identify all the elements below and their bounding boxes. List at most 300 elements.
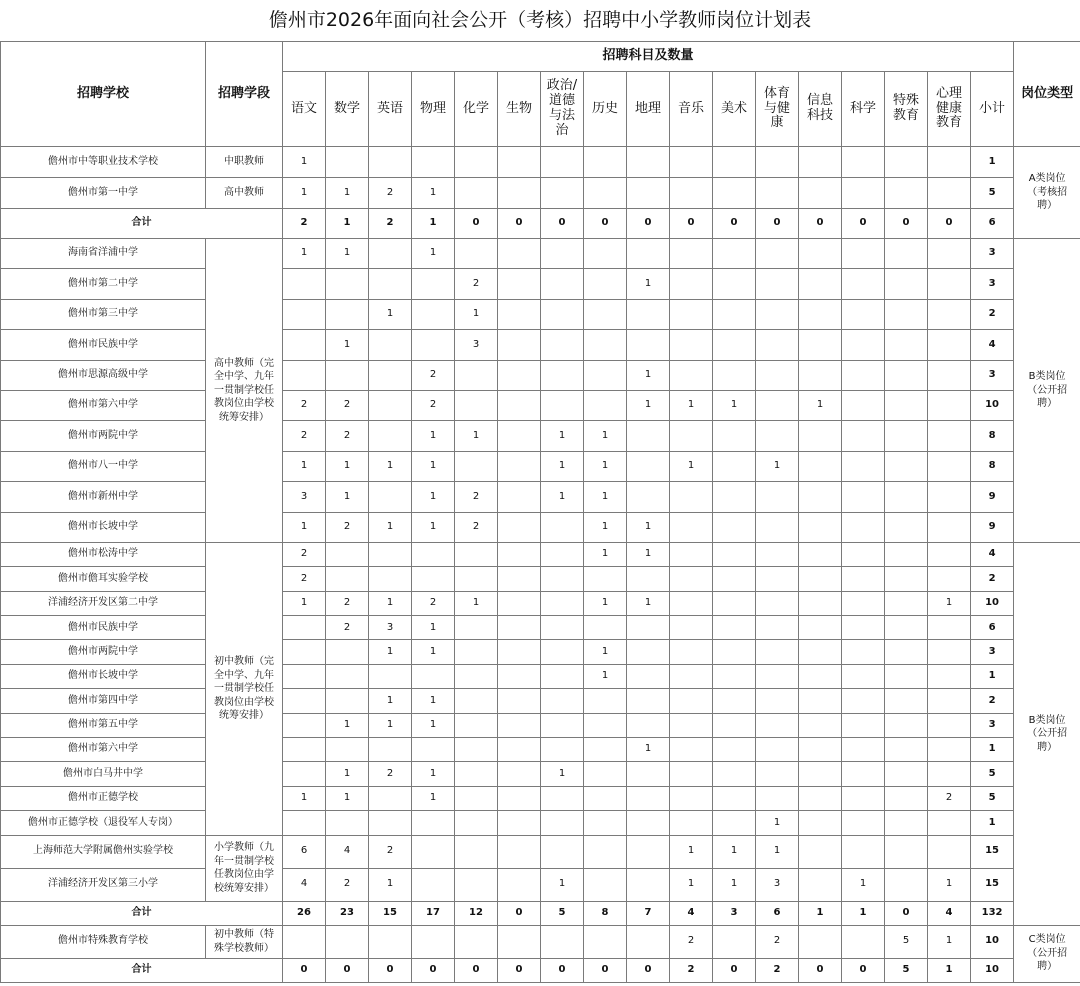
value-cell bbox=[369, 421, 412, 451]
value-cell bbox=[326, 738, 369, 762]
value-cell: 1 bbox=[799, 390, 842, 420]
value-cell: 1 bbox=[369, 299, 412, 329]
value-cell bbox=[283, 360, 326, 390]
value-cell bbox=[584, 689, 627, 713]
value-cell bbox=[756, 482, 799, 512]
value-cell: 0 bbox=[584, 958, 627, 982]
value-cell: 0 bbox=[498, 958, 541, 982]
value-cell: 1 bbox=[670, 835, 713, 868]
value-cell: 1 bbox=[541, 451, 584, 481]
value-cell bbox=[756, 178, 799, 209]
stage-label: 初中教师（完 全中学、九年 一贯制学校任 教岗位由学校 统筹安排） bbox=[206, 542, 283, 835]
value-cell bbox=[842, 835, 885, 868]
value-cell bbox=[627, 239, 670, 269]
school-name: 儋州市第二中学 bbox=[1, 269, 206, 299]
value-cell bbox=[842, 147, 885, 178]
value-cell: 0 bbox=[541, 958, 584, 982]
value-cell: 1 bbox=[412, 616, 455, 640]
value-cell: 1 bbox=[670, 868, 713, 901]
value-cell: 2 bbox=[326, 616, 369, 640]
value-cell: 2 bbox=[283, 542, 326, 566]
subtotal-cell: 3 bbox=[971, 239, 1014, 269]
value-cell: 1 bbox=[584, 640, 627, 664]
value-cell: 1 bbox=[412, 786, 455, 810]
value-cell: 1 bbox=[412, 713, 455, 737]
value-cell bbox=[584, 178, 627, 209]
value-cell bbox=[928, 713, 971, 737]
value-cell bbox=[627, 299, 670, 329]
value-cell: 2 bbox=[283, 209, 326, 239]
table-row bbox=[1, 811, 1080, 835]
value-cell: 2 bbox=[670, 958, 713, 982]
value-cell bbox=[455, 664, 498, 688]
value-cell: 26 bbox=[283, 901, 326, 925]
value-cell bbox=[928, 738, 971, 762]
subtotal-cell: 15 bbox=[971, 868, 1014, 901]
value-cell bbox=[498, 925, 541, 958]
table-row bbox=[1, 616, 1080, 640]
value-cell: 6 bbox=[756, 901, 799, 925]
school-name: 儋州市正德学校 bbox=[1, 786, 206, 810]
value-cell bbox=[541, 299, 584, 329]
value-cell: 1 bbox=[412, 178, 455, 209]
value-cell: 1 bbox=[455, 299, 498, 329]
value-cell: 1 bbox=[670, 390, 713, 420]
value-cell bbox=[799, 868, 842, 901]
position-type-b-high: B类岗位 （公开招 聘） bbox=[1014, 239, 1080, 543]
value-cell: 1 bbox=[627, 542, 670, 566]
value-cell bbox=[713, 689, 756, 713]
subject-header-science: 科学 bbox=[842, 72, 885, 147]
school-name: 儋州市儋耳实验学校 bbox=[1, 567, 206, 591]
value-cell: 1 bbox=[455, 421, 498, 451]
value-cell bbox=[928, 762, 971, 786]
value-cell bbox=[670, 299, 713, 329]
school-name: 儋州市长坡中学 bbox=[1, 664, 206, 688]
subject-header-english: 英语 bbox=[369, 72, 412, 147]
subtotal-cell: 4 bbox=[971, 542, 1014, 566]
value-cell bbox=[627, 616, 670, 640]
value-cell bbox=[885, 451, 928, 481]
value-cell: 1 bbox=[584, 512, 627, 542]
subtotal-cell: 8 bbox=[971, 451, 1014, 481]
value-cell bbox=[928, 689, 971, 713]
value-cell: 1 bbox=[369, 451, 412, 481]
value-cell bbox=[756, 664, 799, 688]
value-cell: 2 bbox=[283, 421, 326, 451]
value-cell bbox=[283, 713, 326, 737]
value-cell bbox=[584, 567, 627, 591]
value-cell: 1 bbox=[627, 269, 670, 299]
value-cell: 4 bbox=[928, 901, 971, 925]
table-row bbox=[1, 591, 1080, 615]
value-cell bbox=[799, 664, 842, 688]
value-cell bbox=[756, 390, 799, 420]
value-cell bbox=[842, 482, 885, 512]
value-cell bbox=[326, 542, 369, 566]
value-cell bbox=[498, 868, 541, 901]
value-cell bbox=[584, 299, 627, 329]
value-cell: 2 bbox=[455, 269, 498, 299]
value-cell bbox=[928, 421, 971, 451]
school-name: 儋州市第六中学 bbox=[1, 390, 206, 420]
stage-label: 中职教师 bbox=[206, 147, 283, 178]
value-cell bbox=[498, 542, 541, 566]
table-row bbox=[1, 689, 1080, 713]
value-cell bbox=[455, 738, 498, 762]
value-cell: 1 bbox=[326, 178, 369, 209]
value-cell bbox=[928, 835, 971, 868]
stage-label: 初中教师（特 殊学校教师） bbox=[206, 925, 283, 958]
value-cell bbox=[541, 390, 584, 420]
value-cell bbox=[799, 786, 842, 810]
value-cell bbox=[842, 299, 885, 329]
value-cell bbox=[713, 738, 756, 762]
value-cell: 0 bbox=[713, 209, 756, 239]
value-cell: 5 bbox=[885, 925, 928, 958]
value-cell bbox=[498, 762, 541, 786]
subtotal-cell: 10 bbox=[971, 390, 1014, 420]
value-cell bbox=[283, 299, 326, 329]
value-cell bbox=[541, 239, 584, 269]
value-cell bbox=[584, 868, 627, 901]
value-cell bbox=[283, 738, 326, 762]
value-cell bbox=[627, 868, 670, 901]
value-cell bbox=[369, 147, 412, 178]
value-cell bbox=[498, 269, 541, 299]
value-cell bbox=[627, 640, 670, 664]
value-cell: 2 bbox=[756, 925, 799, 958]
value-cell bbox=[455, 835, 498, 868]
value-cell: 1 bbox=[584, 542, 627, 566]
value-cell: 1 bbox=[455, 591, 498, 615]
value-cell bbox=[670, 421, 713, 451]
value-cell bbox=[326, 811, 369, 835]
subtotal-cell: 1 bbox=[971, 147, 1014, 178]
value-cell bbox=[928, 360, 971, 390]
value-cell bbox=[842, 421, 885, 451]
value-cell bbox=[412, 542, 455, 566]
value-cell: 2 bbox=[283, 390, 326, 420]
stage-label: 小学教师（九 年一贯制学校 任教岗位由学 校统筹安排） bbox=[206, 835, 283, 901]
value-cell bbox=[584, 925, 627, 958]
value-cell bbox=[541, 360, 584, 390]
page-title: 儋州市2026年面向社会公开（考核）招聘中小学教师岗位计划表 bbox=[268, 9, 812, 31]
value-cell: 1 bbox=[283, 239, 326, 269]
value-cell: 0 bbox=[756, 209, 799, 239]
value-cell bbox=[799, 811, 842, 835]
value-cell bbox=[885, 762, 928, 786]
value-cell bbox=[885, 835, 928, 868]
value-cell: 3 bbox=[713, 901, 756, 925]
value-cell bbox=[627, 567, 670, 591]
value-cell bbox=[756, 567, 799, 591]
table-row bbox=[1, 835, 1080, 868]
value-cell bbox=[283, 664, 326, 688]
value-cell bbox=[799, 925, 842, 958]
value-cell: 1 bbox=[756, 451, 799, 481]
value-cell bbox=[627, 689, 670, 713]
value-cell bbox=[928, 512, 971, 542]
table-row bbox=[1, 542, 1080, 566]
value-cell: 1 bbox=[928, 958, 971, 982]
value-cell: 2 bbox=[928, 786, 971, 810]
value-cell bbox=[885, 811, 928, 835]
value-cell bbox=[584, 738, 627, 762]
value-cell: 1 bbox=[369, 512, 412, 542]
value-cell bbox=[885, 738, 928, 762]
value-cell bbox=[799, 640, 842, 664]
value-cell: 1 bbox=[283, 512, 326, 542]
value-cell bbox=[627, 482, 670, 512]
value-cell: 1 bbox=[842, 868, 885, 901]
value-cell bbox=[713, 811, 756, 835]
school-name: 儋州市松涛中学 bbox=[1, 542, 206, 566]
value-cell bbox=[627, 835, 670, 868]
value-cell bbox=[670, 591, 713, 615]
value-cell bbox=[498, 689, 541, 713]
subtotal-cell: 10 bbox=[971, 591, 1014, 615]
value-cell bbox=[842, 616, 885, 640]
value-cell bbox=[541, 269, 584, 299]
subtotal-cell: 10 bbox=[971, 925, 1014, 958]
value-cell: 1 bbox=[412, 640, 455, 664]
table-row bbox=[1, 925, 1080, 958]
subtotal-cell: 6 bbox=[971, 616, 1014, 640]
value-cell: 1 bbox=[326, 713, 369, 737]
value-cell bbox=[627, 178, 670, 209]
value-cell bbox=[799, 835, 842, 868]
value-cell: 1 bbox=[283, 786, 326, 810]
value-cell bbox=[584, 616, 627, 640]
value-cell bbox=[756, 689, 799, 713]
table-row bbox=[1, 330, 1080, 360]
value-cell bbox=[326, 299, 369, 329]
value-cell bbox=[369, 390, 412, 420]
table-row bbox=[1, 567, 1080, 591]
subject-header-art: 美术 bbox=[713, 72, 756, 147]
value-cell: 1 bbox=[627, 390, 670, 420]
value-cell: 0 bbox=[326, 958, 369, 982]
value-cell bbox=[627, 762, 670, 786]
table-row bbox=[1, 390, 1080, 420]
stage-label: 高中教师（完 全中学、九年 一贯制学校任 教岗位由学校 统筹安排） bbox=[206, 239, 283, 543]
table-row bbox=[1, 421, 1080, 451]
value-cell bbox=[799, 147, 842, 178]
value-cell bbox=[541, 811, 584, 835]
value-cell bbox=[842, 390, 885, 420]
value-cell: 0 bbox=[584, 209, 627, 239]
value-cell bbox=[498, 299, 541, 329]
value-cell bbox=[842, 591, 885, 615]
value-cell bbox=[670, 269, 713, 299]
value-cell bbox=[455, 567, 498, 591]
subjects-group-header: 招聘科目及数量 bbox=[283, 42, 1014, 72]
value-cell bbox=[283, 616, 326, 640]
value-cell: 0 bbox=[842, 209, 885, 239]
value-cell bbox=[885, 567, 928, 591]
value-cell: 1 bbox=[713, 390, 756, 420]
value-cell bbox=[713, 640, 756, 664]
value-cell: 7 bbox=[627, 901, 670, 925]
value-cell bbox=[756, 786, 799, 810]
value-cell bbox=[283, 269, 326, 299]
value-cell bbox=[928, 330, 971, 360]
value-cell: 2 bbox=[369, 762, 412, 786]
value-cell: 1 bbox=[799, 901, 842, 925]
value-cell: 1 bbox=[541, 421, 584, 451]
value-cell bbox=[670, 178, 713, 209]
value-cell: 2 bbox=[369, 178, 412, 209]
value-cell bbox=[928, 178, 971, 209]
value-cell: 0 bbox=[928, 209, 971, 239]
value-cell bbox=[799, 178, 842, 209]
value-cell bbox=[627, 786, 670, 810]
value-cell bbox=[584, 360, 627, 390]
value-cell bbox=[584, 811, 627, 835]
subtotal-cell: 2 bbox=[971, 567, 1014, 591]
value-cell: 4 bbox=[670, 901, 713, 925]
value-cell bbox=[713, 591, 756, 615]
school-name: 儋州市两院中学 bbox=[1, 640, 206, 664]
school-name: 海南省洋浦中学 bbox=[1, 239, 206, 269]
value-cell bbox=[498, 421, 541, 451]
school-name: 儋州市正德学校（退役军人专岗） bbox=[1, 811, 206, 835]
value-cell bbox=[498, 482, 541, 512]
value-cell bbox=[541, 835, 584, 868]
value-cell bbox=[412, 925, 455, 958]
school-name: 儋州市特殊教育学校 bbox=[1, 925, 206, 958]
value-cell bbox=[412, 330, 455, 360]
value-cell bbox=[498, 567, 541, 591]
subtotal-cell: 2 bbox=[971, 689, 1014, 713]
value-cell bbox=[326, 925, 369, 958]
value-cell: 1 bbox=[584, 664, 627, 688]
value-cell bbox=[842, 713, 885, 737]
value-cell bbox=[584, 390, 627, 420]
subject-header-chinese: 语文 bbox=[283, 72, 326, 147]
value-cell bbox=[627, 664, 670, 688]
value-cell bbox=[799, 713, 842, 737]
value-cell bbox=[455, 762, 498, 786]
value-cell bbox=[928, 482, 971, 512]
value-cell bbox=[842, 239, 885, 269]
school-name: 儋州市中等职业技术学校 bbox=[1, 147, 206, 178]
value-cell bbox=[326, 269, 369, 299]
value-cell: 2 bbox=[412, 360, 455, 390]
value-cell: 23 bbox=[326, 901, 369, 925]
value-cell bbox=[799, 421, 842, 451]
value-cell: 0 bbox=[842, 958, 885, 982]
value-cell bbox=[842, 512, 885, 542]
subtotal-cell: 9 bbox=[971, 512, 1014, 542]
value-cell bbox=[326, 567, 369, 591]
value-cell: 2 bbox=[369, 835, 412, 868]
value-cell bbox=[928, 640, 971, 664]
value-cell bbox=[627, 811, 670, 835]
value-cell: 3 bbox=[283, 482, 326, 512]
value-cell bbox=[455, 868, 498, 901]
value-cell bbox=[713, 269, 756, 299]
value-cell: 1 bbox=[541, 762, 584, 786]
school-header: 招聘学校 bbox=[1, 42, 206, 147]
table-row bbox=[1, 209, 1080, 239]
value-cell bbox=[713, 664, 756, 688]
value-cell bbox=[799, 239, 842, 269]
value-cell: 1 bbox=[412, 762, 455, 786]
value-cell bbox=[369, 360, 412, 390]
school-name: 儋州市两院中学 bbox=[1, 421, 206, 451]
value-cell: 1 bbox=[326, 330, 369, 360]
value-cell bbox=[713, 786, 756, 810]
table-row bbox=[1, 451, 1080, 481]
value-cell bbox=[541, 147, 584, 178]
value-cell bbox=[885, 713, 928, 737]
value-cell bbox=[541, 591, 584, 615]
value-cell: 1 bbox=[627, 738, 670, 762]
value-cell: 1 bbox=[369, 591, 412, 615]
position-type-header: 岗位类型 bbox=[1014, 42, 1080, 147]
value-cell bbox=[713, 421, 756, 451]
value-cell bbox=[713, 239, 756, 269]
value-cell bbox=[842, 330, 885, 360]
value-cell bbox=[799, 451, 842, 481]
value-cell bbox=[799, 616, 842, 640]
value-cell: 0 bbox=[455, 958, 498, 982]
value-cell: 1 bbox=[412, 512, 455, 542]
table-row bbox=[1, 786, 1080, 810]
value-cell bbox=[713, 482, 756, 512]
school-name: 上海师范大学附属儋州实验学校 bbox=[1, 835, 206, 868]
value-cell: 1 bbox=[928, 591, 971, 615]
value-cell: 1 bbox=[412, 209, 455, 239]
value-cell: 1 bbox=[584, 451, 627, 481]
subtotal-cell: 1 bbox=[971, 811, 1014, 835]
subject-header-politics: 政治/ 道德 与法 治 bbox=[541, 72, 584, 147]
subject-header-special: 特殊 教育 bbox=[885, 72, 928, 147]
value-cell bbox=[670, 738, 713, 762]
value-cell bbox=[627, 713, 670, 737]
stage-header: 招聘学段 bbox=[206, 42, 283, 147]
value-cell bbox=[756, 299, 799, 329]
value-cell: 3 bbox=[756, 868, 799, 901]
value-cell: 1 bbox=[412, 482, 455, 512]
value-cell: 0 bbox=[369, 958, 412, 982]
value-cell bbox=[627, 330, 670, 360]
value-cell bbox=[541, 689, 584, 713]
value-cell bbox=[584, 762, 627, 786]
value-cell bbox=[498, 178, 541, 209]
value-cell bbox=[584, 713, 627, 737]
value-cell bbox=[498, 390, 541, 420]
value-cell: 1 bbox=[369, 640, 412, 664]
value-cell bbox=[498, 835, 541, 868]
value-cell bbox=[455, 925, 498, 958]
value-cell bbox=[670, 786, 713, 810]
value-cell bbox=[756, 147, 799, 178]
value-cell bbox=[541, 664, 584, 688]
table-row bbox=[1, 738, 1080, 762]
value-cell bbox=[756, 512, 799, 542]
value-cell bbox=[455, 811, 498, 835]
value-cell bbox=[928, 299, 971, 329]
value-cell bbox=[713, 713, 756, 737]
table-row bbox=[1, 42, 1080, 72]
value-cell bbox=[326, 689, 369, 713]
table-row bbox=[1, 762, 1080, 786]
value-cell bbox=[842, 640, 885, 664]
value-cell: 2 bbox=[756, 958, 799, 982]
